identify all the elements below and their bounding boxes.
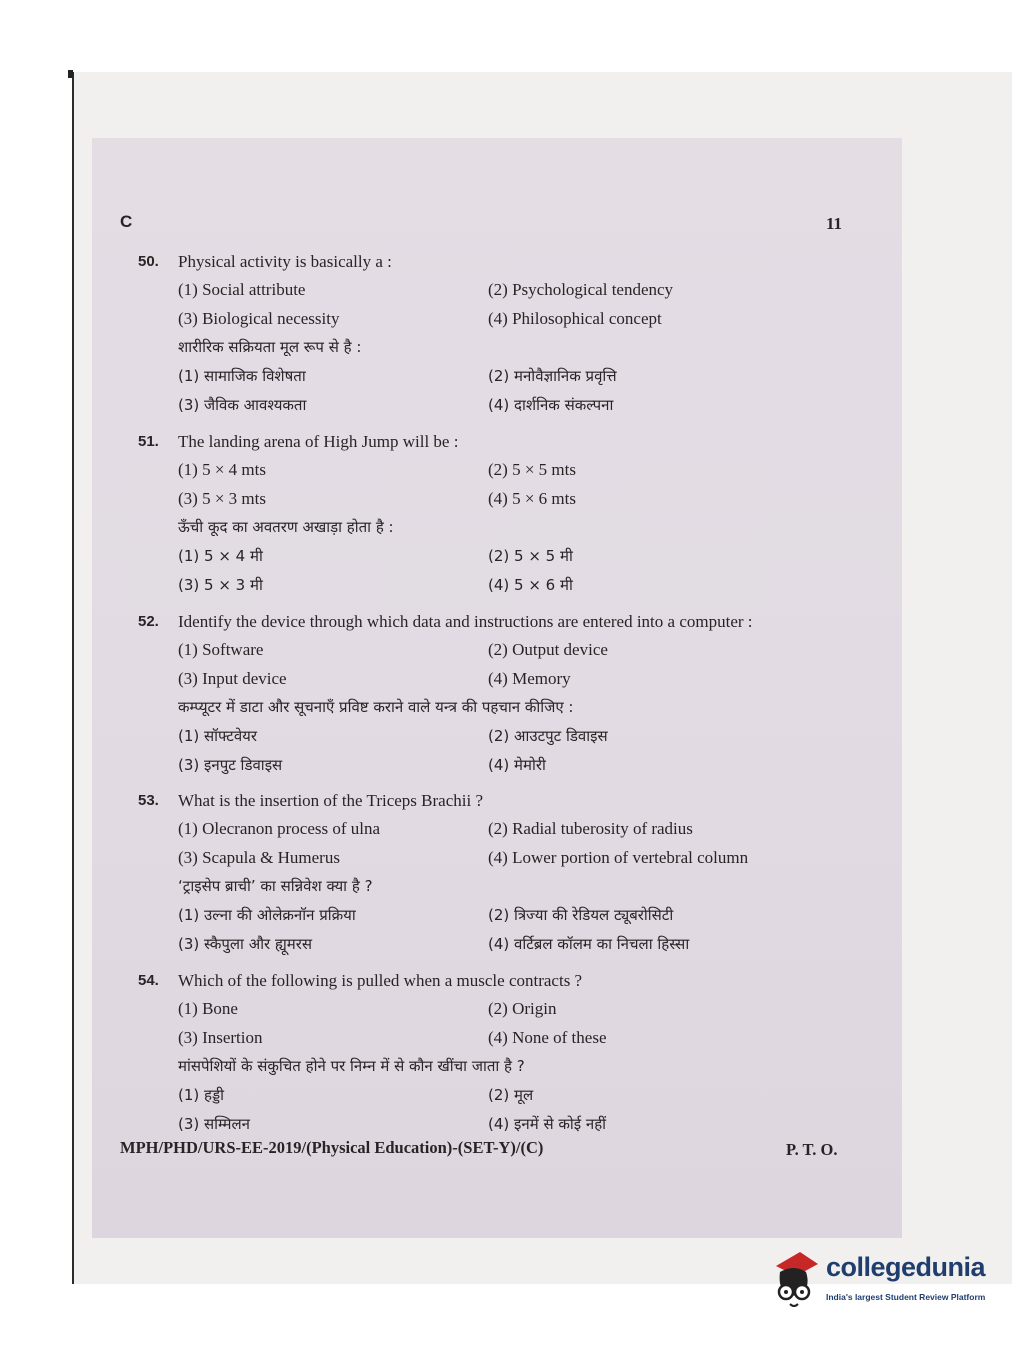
option-4-en: (4) Memory — [488, 668, 571, 688]
question-number: 52. — [138, 613, 159, 630]
option-3-en: (3) Biological necessity — [178, 308, 340, 328]
option-2-en: (2) Radial tuberosity of radius — [488, 819, 693, 838]
option-3-en: (3) Input device — [178, 668, 287, 688]
option-3-hi: (3) इनपुट डिवाइस — [178, 756, 283, 775]
option-1-hi: (1) 5 × 4 मी — [178, 547, 263, 566]
option-row — [138, 844, 838, 873]
option-2-en: (2) 5 × 5 mts — [488, 460, 576, 479]
option-2-hi: (2) 5 × 5 मी — [488, 547, 573, 566]
option-row — [138, 1024, 838, 1053]
brand-name: collegedunia — [826, 1252, 986, 1282]
option-row — [138, 1081, 838, 1110]
option-row — [138, 930, 838, 959]
brand-tagline: India's largest Student Review Platform — [826, 1292, 986, 1302]
option-2-hi: (2) त्रिज्या की रेडियल ट्यूबरोसिटी — [488, 906, 674, 925]
option-2-en: (2) Output device — [488, 640, 608, 659]
question-number: 53. — [138, 792, 159, 809]
question-text-en: Which of the following is pulled when a muscle contracts ? — [178, 971, 583, 990]
question-52 — [138, 607, 838, 780]
option-2-hi: (2) मनोवैज्ञानिक प्रवृत्ति — [488, 367, 617, 386]
question-text-hi: कम्प्यूटर में डाटा और सूचनाएँ प्रविष्ट कराने वाले यन्त्र की पहचान कीजिए : — [178, 698, 574, 717]
question-text-en: Identify the device through which data and instructions are entered into a computer : — [178, 612, 753, 631]
question-number: 51. — [138, 433, 159, 450]
option-row — [138, 571, 838, 600]
option-row — [138, 636, 838, 665]
option-row — [138, 901, 838, 930]
student-mascot-icon — [770, 1248, 820, 1310]
option-2-en: (2) Origin — [488, 999, 557, 1018]
option-row — [138, 1110, 838, 1139]
option-row — [138, 542, 838, 571]
option-row — [138, 995, 838, 1024]
option-1-en: (1) Bone — [178, 999, 238, 1018]
option-row — [138, 456, 838, 485]
question-54 — [138, 966, 838, 1139]
set-letter: C — [120, 212, 133, 231]
option-row — [138, 485, 838, 514]
pto-label: P. T. O. — [786, 1140, 838, 1159]
question-53 — [138, 786, 838, 959]
option-2-hi: (2) मूल — [488, 1086, 534, 1105]
option-3-en: (3) 5 × 3 mts — [178, 488, 266, 508]
question-text-hi: मांसपेशियों के संकुचित होने पर निम्न में से कौन खींचा जाता है ? — [178, 1057, 525, 1076]
option-1-hi: (1) सामाजिक विशेषता — [178, 367, 306, 386]
option-3-hi: (3) सम्मिलन — [178, 1115, 250, 1134]
option-4-en: (4) Philosophical concept — [488, 308, 662, 328]
question-text-hi: शारीरिक सक्रियता मूल रूप से है : — [178, 338, 362, 357]
option-4-en: (4) None of these — [488, 1027, 607, 1047]
option-4-hi: (4) मेमोरी — [488, 756, 546, 775]
question-heading-en — [138, 607, 838, 636]
question-number: 50. — [138, 253, 159, 270]
option-1-en: (1) Social attribute — [178, 280, 306, 299]
question-heading-en — [138, 427, 838, 456]
option-3-hi: (3) 5 × 3 मी — [178, 576, 263, 595]
option-4-en: (4) 5 × 6 mts — [488, 488, 576, 508]
question-heading-en — [138, 966, 838, 995]
option-1-hi: (1) उल्ना की ओलेक्रनॉन प्रक्रिया — [178, 906, 356, 925]
question-text-en: Physical activity is basically a : — [178, 252, 392, 271]
option-row — [138, 722, 838, 751]
question-number: 54. — [138, 972, 159, 989]
question-heading-hi — [138, 333, 838, 362]
option-3-hi: (3) जैविक आवश्यकता — [178, 396, 307, 415]
option-row — [138, 305, 838, 334]
option-1-hi: (1) हड्डी — [178, 1086, 224, 1105]
option-row — [138, 815, 838, 844]
question-text-hi: ‘ट्राइसेप ब्राची’ का सन्निवेश क्या है ? — [178, 877, 373, 896]
option-3-en: (3) Scapula & Humerus — [178, 847, 340, 867]
question-heading-hi — [138, 693, 838, 722]
option-3-en: (3) Insertion — [178, 1027, 263, 1047]
option-1-en: (1) Software — [178, 640, 264, 659]
question-51 — [138, 427, 838, 600]
option-1-en: (1) 5 × 4 mts — [178, 460, 266, 479]
option-2-en: (2) Psychological tendency — [488, 280, 674, 299]
option-4-hi: (4) वर्टिब्रल कॉलम का निचला हिस्सा — [488, 935, 690, 954]
question-50 — [138, 247, 838, 420]
question-text-hi: ऊँची कूद का अवतरण अखाड़ा होता है : — [178, 518, 394, 537]
question-heading-en — [138, 247, 838, 276]
page-number: 11 — [826, 214, 843, 233]
question-heading-hi — [138, 1052, 838, 1081]
paper-code: MPH/PHD/URS-EE-2019/(Physical Education)-(SET-Y)/(C) — [120, 1138, 544, 1157]
scan-edge-mark — [68, 70, 73, 78]
option-4-hi: (4) 5 × 6 मी — [488, 576, 573, 595]
question-heading-en — [138, 786, 838, 815]
question-heading-hi — [138, 872, 838, 901]
option-row — [138, 391, 838, 420]
option-4-en: (4) Lower portion of vertebral column — [488, 847, 749, 867]
option-1-en: (1) Olecranon process of ulna — [178, 819, 381, 838]
option-1-hi: (1) सॉफ्टवेयर — [178, 727, 257, 746]
option-4-hi: (4) दार्शनिक संकल्पना — [488, 396, 614, 415]
option-row — [138, 362, 838, 391]
option-row — [138, 665, 838, 694]
question-heading-hi — [138, 513, 838, 542]
option-2-hi: (2) आउटपुट डिवाइस — [488, 727, 608, 746]
question-text-en: The landing arena of High Jump will be : — [178, 432, 459, 451]
option-3-hi: (3) स्कैपुला और ह्यूमरस — [178, 935, 313, 954]
option-4-hi: (4) इनमें से कोई नहीं — [488, 1115, 607, 1134]
collegedunia-watermark — [770, 1248, 1000, 1318]
question-text-en: What is the insertion of the Triceps Brachii ? — [178, 791, 483, 810]
option-row — [138, 276, 838, 305]
option-row — [138, 751, 838, 780]
